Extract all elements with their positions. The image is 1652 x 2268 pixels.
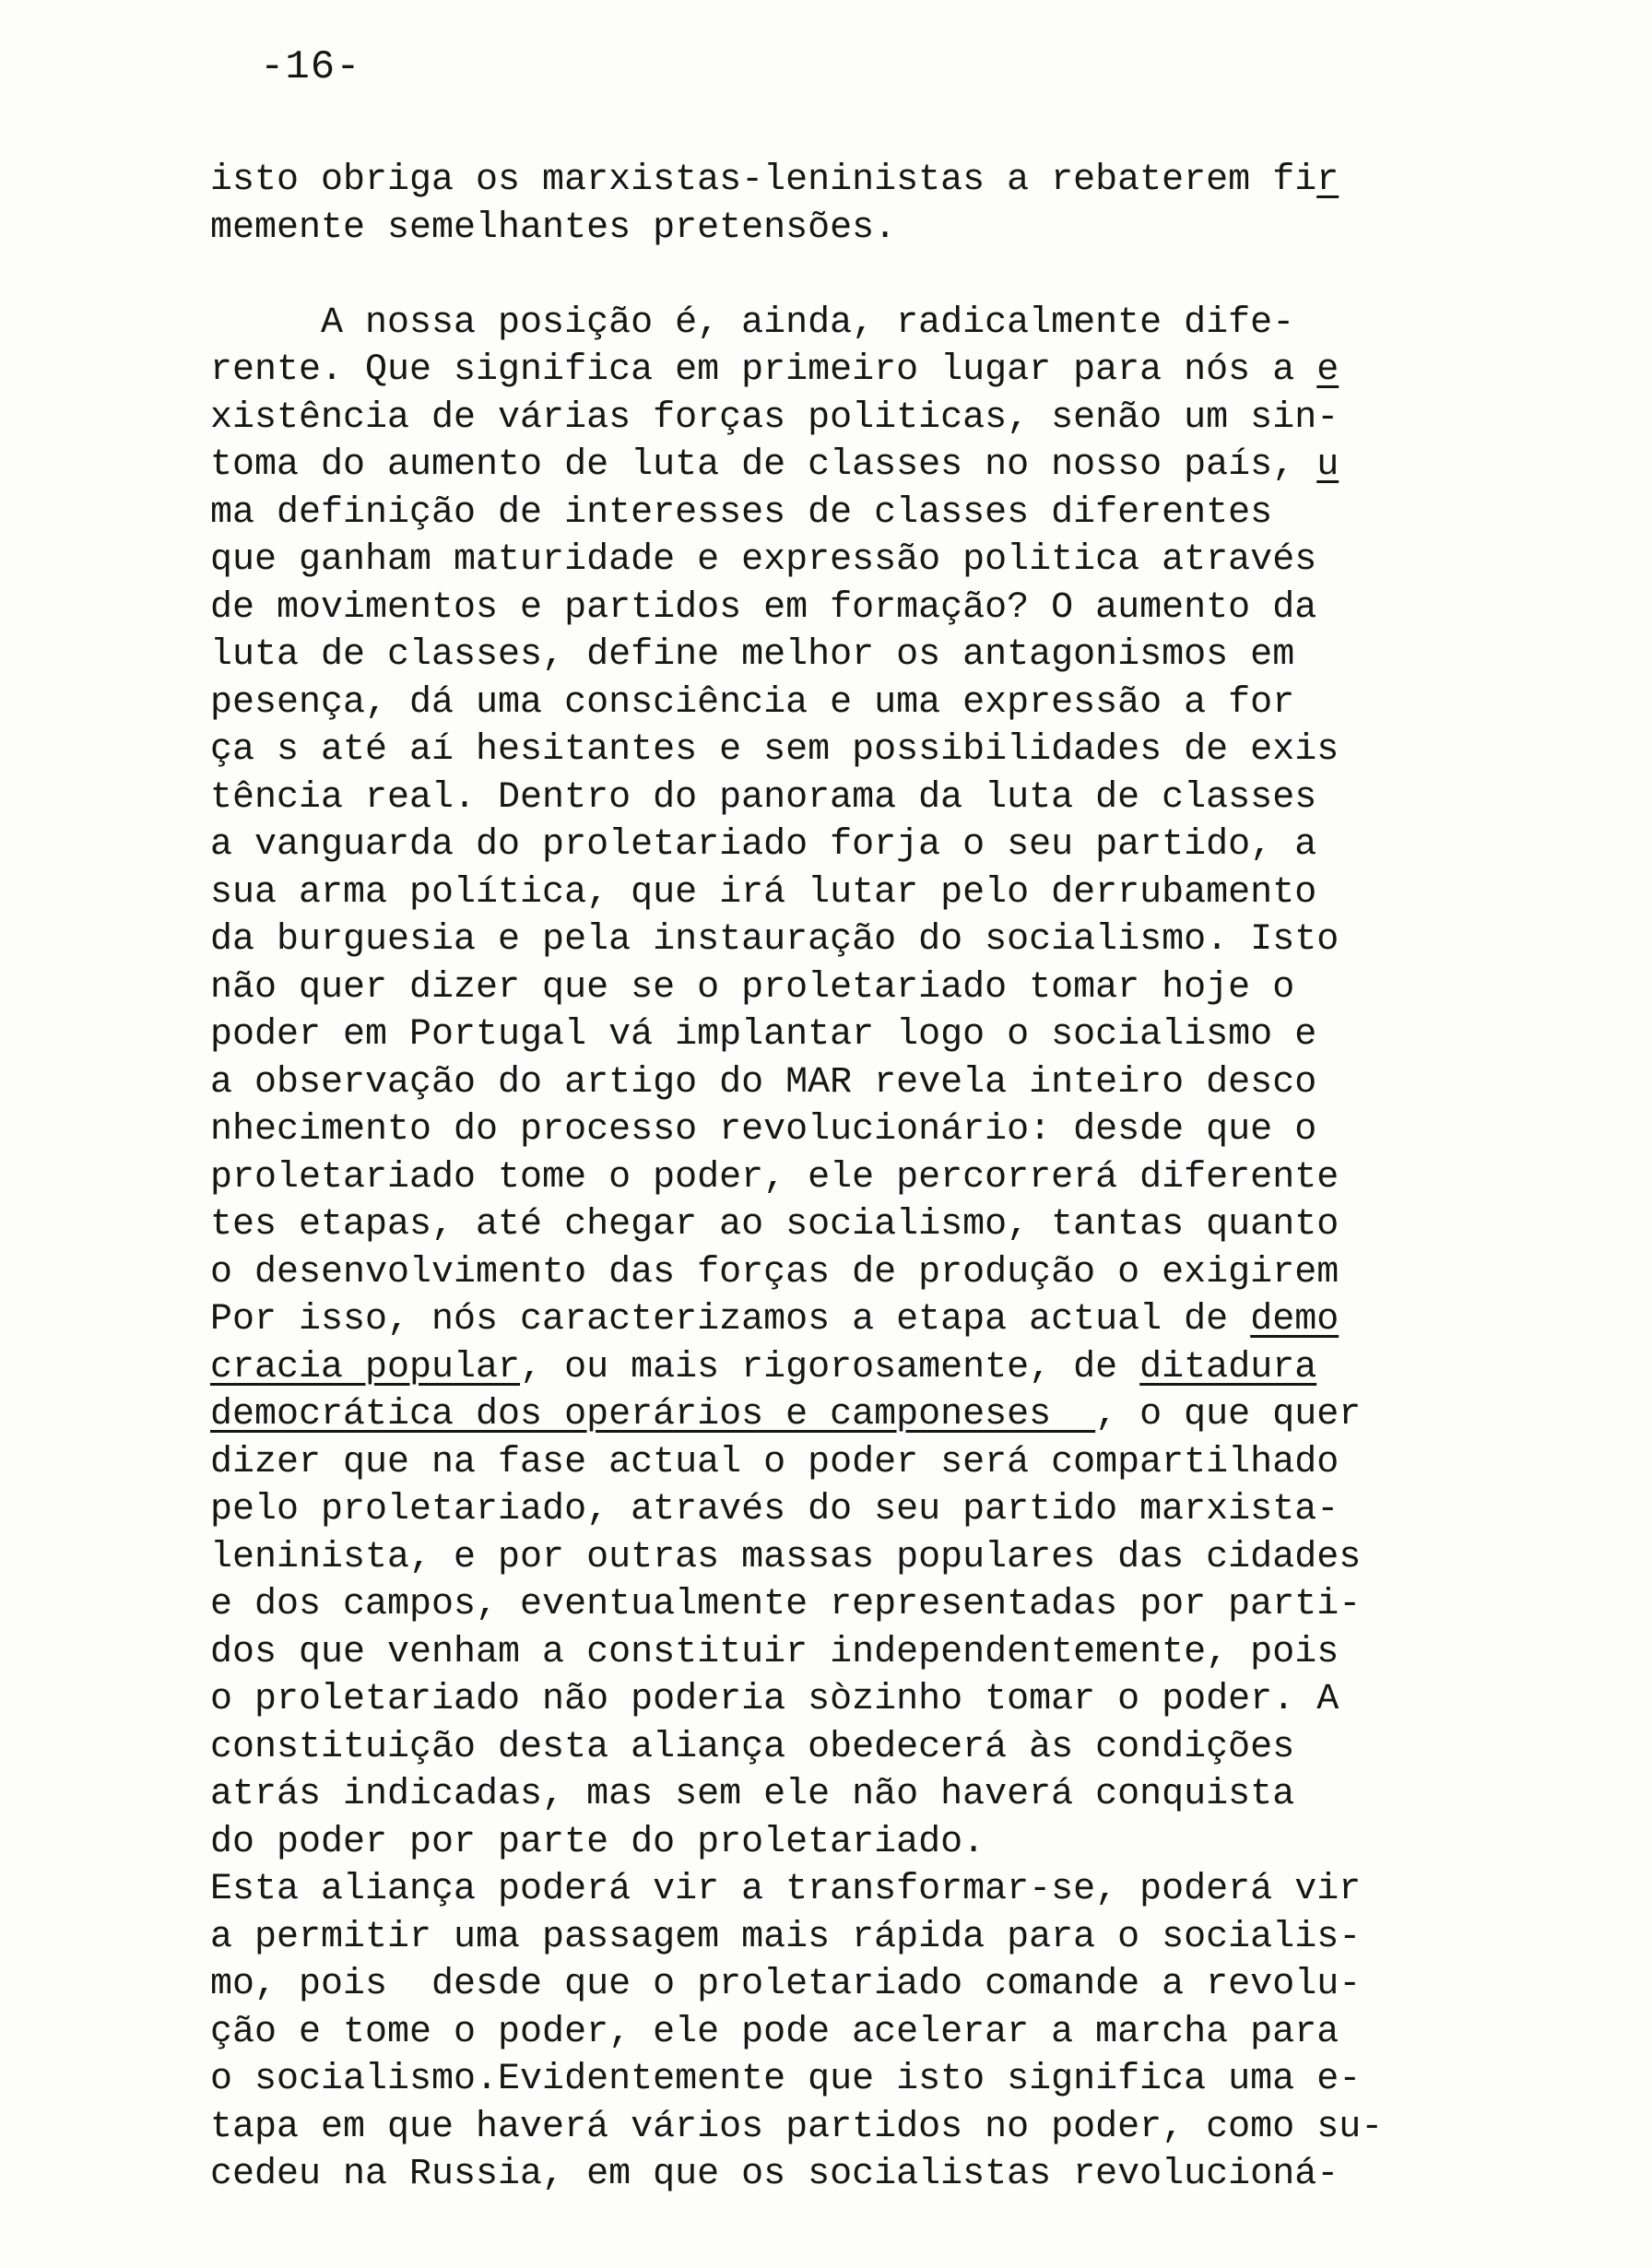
text-line	[210, 252, 1565, 300]
text-segment: pelo proletariado, através do seu partido marxista-	[210, 1489, 1339, 1530]
text-segment: Esta aliança poderá vir a transformar-se, poderá vir	[210, 1869, 1362, 1910]
text-line	[210, 205, 1565, 253]
text-line	[210, 2151, 1565, 2199]
body-text	[210, 157, 1565, 2199]
text-line	[210, 1249, 1565, 1297]
text-line	[210, 2104, 1565, 2152]
text-line	[210, 1581, 1565, 1629]
text-segment: mo, pois desde que o proletariado comande a revolu-	[210, 1964, 1362, 2005]
text-segment: sua arma política, que irá lutar pelo derrubamento	[210, 871, 1317, 914]
text-segment: tapa em que haverá vários partidos no poder, como su-	[210, 2106, 1384, 2148]
text-segment: ma definição de interesses de classes diferentes	[210, 491, 1273, 534]
underlined-text: ditadura	[1139, 1346, 1317, 1388]
text-line	[210, 964, 1565, 1012]
text-line	[210, 1106, 1565, 1154]
text-line	[210, 1961, 1565, 2009]
page-number: -16-	[260, 44, 361, 90]
text-segment: tes etapas, até chegar ao socialismo, tantas quanto	[210, 1204, 1339, 1246]
underlined-text: u	[1316, 444, 1339, 486]
text-line	[210, 1534, 1565, 1582]
text-segment: dizer que na fase actual o poder será compartilhado	[210, 1441, 1339, 1483]
text-line	[210, 774, 1565, 822]
text-line	[210, 1629, 1565, 1677]
underlined-text: democrática dos operários e camponeses	[210, 1394, 1096, 1435]
text-line	[210, 585, 1565, 632]
text-segment: o desenvolvimento das forças de produção o exigirem	[210, 1251, 1339, 1293]
text-segment: a permitir uma passagem mais rápida para o socialis-	[210, 1916, 1362, 1958]
underlined-text: r	[1316, 159, 1339, 201]
text-line	[210, 1914, 1565, 1962]
text-segment: xistência de várias forças politicas, senão um sin-	[210, 396, 1339, 439]
text-segment: e dos campos, eventualmente representadas por parti-	[210, 1584, 1362, 1625]
text-segment: a vanguarda do proletariado forja o seu partido, a	[210, 824, 1317, 866]
text-segment: rente. Que significa em primeiro lugar para nós a	[210, 349, 1317, 391]
text-segment: o proletariado não poderia sòzinho tomar o poder. A	[210, 1679, 1339, 1720]
text-segment: poder em Portugal vá implantar logo o socialismo e	[210, 1014, 1317, 1056]
text-segment: dos que venham a constituir independentemente, pois	[210, 1631, 1339, 1673]
text-line	[210, 726, 1565, 774]
text-line	[210, 2009, 1565, 2057]
text-line	[210, 395, 1565, 443]
text-line	[210, 1676, 1565, 1724]
text-segment: A nossa posição é, ainda, radicalmente dife-	[210, 301, 1295, 344]
text-line	[210, 1391, 1565, 1439]
text-segment: toma do aumento de luta de classes no nosso país,	[210, 444, 1317, 486]
text-segment: que ganham maturidade e expressão politica através	[210, 539, 1317, 581]
text-line	[210, 916, 1565, 964]
text-segment: da burguesia e pela instauração do socialismo. Isto	[210, 919, 1339, 961]
underlined-text: demo	[1250, 1299, 1339, 1341]
text-segment: nhecimento do processo revolucionário: desde que o	[210, 1109, 1317, 1151]
text-line	[210, 2056, 1565, 2104]
text-segment: o socialismo.Evidentemente que isto significa uma e-	[210, 2059, 1362, 2100]
text-segment: de movimentos e partidos em formação? O aumento da	[210, 586, 1317, 629]
text-segment: ção e tome o poder, ele pode acelerar a marcha para	[210, 2011, 1339, 2053]
text-segment: tência real. Dentro do panorama da luta de classes	[210, 776, 1317, 819]
text-line	[210, 869, 1565, 917]
text-line	[210, 537, 1565, 585]
text-line	[210, 821, 1565, 869]
text-segment: do poder por parte do proletariado.	[210, 1821, 985, 1863]
text-segment: isto obriga os marxistas-leninistas a rebaterem fi	[210, 159, 1317, 201]
text-line	[210, 1724, 1565, 1772]
text-segment: proletariado tome o poder, ele percorrerá diferente	[210, 1156, 1339, 1199]
text-line	[210, 1771, 1565, 1819]
text-line	[210, 1439, 1565, 1487]
text-line	[210, 679, 1565, 727]
text-line	[210, 157, 1565, 205]
text-line	[210, 1154, 1565, 1202]
text-line	[210, 1344, 1565, 1392]
text-line	[210, 1059, 1565, 1107]
text-segment: memente semelhantes pretensões.	[210, 207, 897, 249]
text-line	[210, 1486, 1565, 1534]
text-segment: pesença, dá uma consciência e uma expressão a for	[210, 681, 1295, 724]
text-segment: não quer dizer que se o proletariado tomar hoje o	[210, 966, 1295, 1009]
text-segment: a observação do artigo do MAR revela inteiro desco	[210, 1061, 1317, 1104]
text-segment: , o que quer	[1095, 1394, 1362, 1435]
text-line	[210, 1011, 1565, 1059]
text-segment: leninista, e por outras massas populares das cidades	[210, 1536, 1362, 1578]
text-segment: constituição desta aliança obedecerá às condições	[210, 1726, 1295, 1768]
text-segment: cedeu na Russia, em que os socialistas revolucioná-	[210, 2154, 1339, 2195]
text-line	[210, 300, 1565, 348]
text-segment: atrás indicadas, mas sem ele não haverá conquista	[210, 1774, 1295, 1815]
text-line	[210, 1866, 1565, 1914]
underlined-text: cracia popular	[210, 1346, 521, 1388]
text-segment: , ou mais rigorosamente, de	[520, 1346, 1140, 1388]
text-line	[210, 632, 1565, 679]
text-line	[210, 1819, 1565, 1867]
text-line	[210, 347, 1565, 395]
text-line	[210, 490, 1565, 537]
text-line	[210, 1296, 1565, 1344]
underlined-text: e	[1316, 349, 1339, 391]
text-segment: Por isso, nós caracterizamos a etapa actual de	[210, 1299, 1251, 1341]
text-segment: luta de classes, define melhor os antagonismos em	[210, 634, 1295, 676]
text-line	[210, 442, 1565, 490]
text-segment: ça s até aí hesitantes e sem possibilidades de exis	[210, 729, 1339, 771]
text-line	[210, 1201, 1565, 1249]
